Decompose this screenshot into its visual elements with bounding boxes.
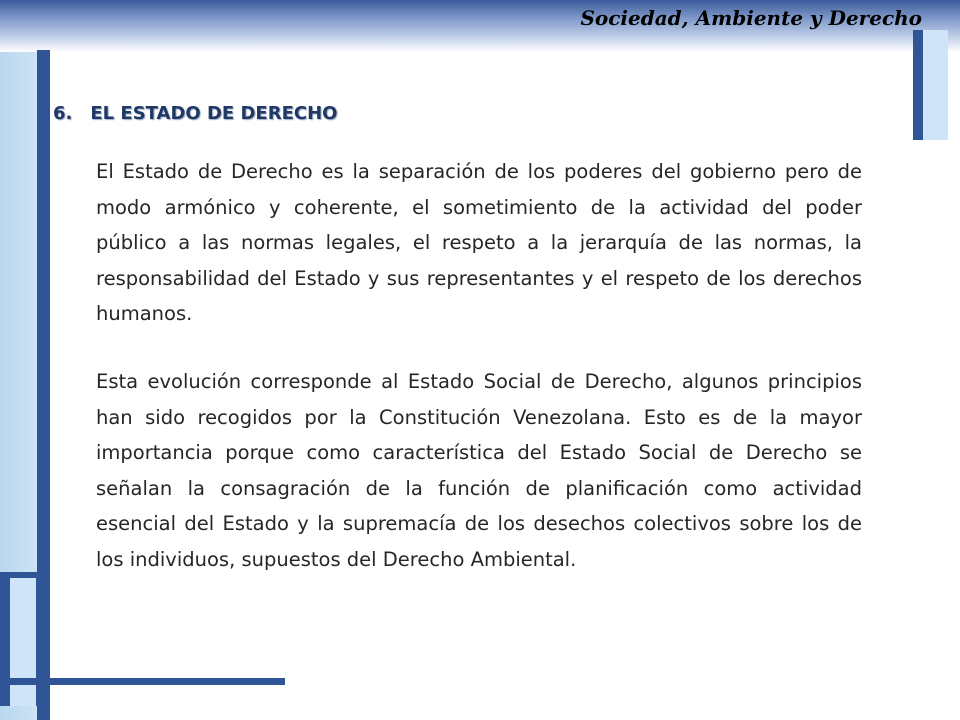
slide-header-title: Sociedad, Ambiente y Derecho bbox=[580, 6, 922, 30]
section-number: 6. bbox=[53, 103, 73, 124]
right-decor-bar bbox=[923, 30, 948, 140]
bottom-left-decor-fill bbox=[10, 578, 36, 706]
body-paragraph-1: El Estado de Derecho es la separación de los poderes del gobierno pero de modo armónico y coherente, el sometimiento de la actividad del poder público a las normas legales, el respeto a la jerarquía de las normas, la responsabilidad del Estado y sus representantes y el respeto de los derechos humanos. bbox=[96, 160, 862, 325]
section-title: EL ESTADO DE DERECHO bbox=[90, 103, 338, 124]
section-heading bbox=[53, 103, 337, 124]
body-paragraph-2: Esta evolución corresponde al Estado Social de Derecho, algunos principios han sido recogidos por la Constitución Venezolana. Esto es de la mayor importancia porque como característica del Estado Social de Derecho se señalan la consagración de la función de planificación como actividad esencial del Estado y la supremacía de los desechos colectivos sobre los de los individuos, supuestos del Derecho Ambiental. bbox=[96, 370, 862, 571]
right-decor-line bbox=[913, 30, 923, 140]
bottom-left-decor-line bbox=[0, 678, 285, 685]
